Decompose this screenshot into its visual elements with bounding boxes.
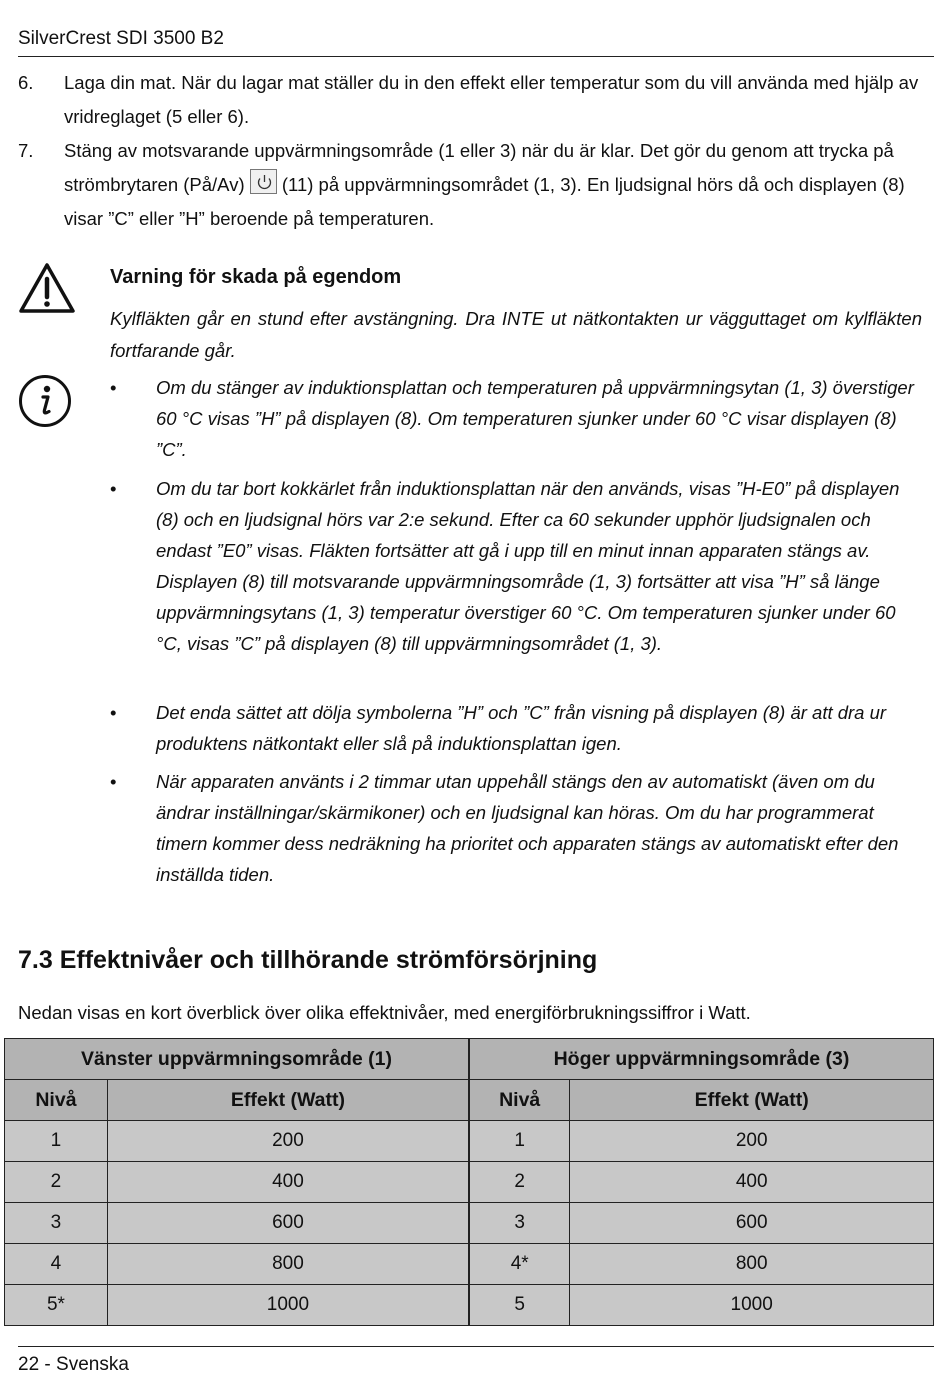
table-row [5,1121,934,1162]
step-text-part: (11) på uppvärmningsområdet (1, 3). En ljudsignal hörs då och displayen (8) visar ”C” eller ”H” beroende på temperaturen. [64,174,905,229]
step-text [64,134,928,236]
section-title: 7.3 Effektnivåer och tillhörande strömförsörjning [18,946,598,974]
warning-text: Kylfläkten går en stund efter avstängning. Dra INTE ut nätkontakten ur vägguttaget om kylfläkten fortfarande går. [110,308,922,361]
footer-rule [18,1346,934,1347]
right-power-cell: 600 [570,1203,934,1244]
col-header-power: Effekt (Watt) [570,1080,934,1121]
page-header: SilverCrest SDI 3500 B2 [18,28,224,49]
info-icon [18,374,72,428]
header-rule [18,56,934,57]
step-number: 7. [18,140,34,161]
info-bullet [110,372,925,465]
step-6 [18,66,928,134]
right-power-cell: 1000 [570,1285,934,1326]
info-bullet [110,473,925,659]
right-power-cell: 400 [570,1162,934,1203]
section-intro: Nedan visas en kort överblick över olika effektnivåer, med energiförbrukningssiffror i Watt. [18,1002,751,1023]
left-level-cell: 3 [5,1203,108,1244]
step-text: Laga din mat. När du lagar mat ställer du in den effekt eller temperatur som du vill använda med hjälp av vridreglaget (5 eller 6). [64,72,919,127]
table-row [5,1244,934,1285]
right-level-cell: 3 [469,1203,570,1244]
bullet-text: Det enda sättet att dölja symbolerna ”H” och ”C” från visning på displayen (8) är att dra ur produktens nätkontakt eller slå på induktionsplattan igen. [156,702,887,754]
right-zone-title: Höger uppvärmningsområde (3) [469,1039,934,1080]
left-power-cell: 200 [107,1121,469,1162]
left-level-cell: 1 [5,1121,108,1162]
table-header-row [5,1080,934,1121]
bullet-symbol: • [110,478,117,499]
table-row [5,1203,934,1244]
power-level-table [4,1038,934,1326]
right-level-cell: 2 [469,1162,570,1203]
page-footer: 22 - Svenska [18,1354,129,1375]
warning-title: Varning för skada på egendom [110,266,402,288]
table-title-row [5,1039,934,1080]
warning-triangle-icon [18,262,76,314]
left-level-cell: 4 [5,1244,108,1285]
info-bullet [110,697,925,759]
bullet-symbol: • [110,771,117,792]
bullet-text: Om du tar bort kokkärlet från induktionsplattan när den används, visas ”H-E0” på displayen (8) och en ljudsignal hörs var 2:e sekund. Efter ca 60 sekunder upphör ljudsignalen och endast ”E0” visas. Fläkten fortsätter att gå i upp till en minut innan apparaten stängs av. Displayen (8) till motsvarande uppvärmningsområde (1, 3) fortsätter att visa ”H” så länge uppvärmningsytans (1, 3) temperatur överstiger 60 °C. Om temperaturen sjunker under 60 °C, visas ”C” på displayen (8) till uppvärmningsområdet (1, 3). [156,478,900,654]
table-row [5,1162,934,1203]
left-power-cell: 1000 [107,1285,469,1326]
left-zone-title: Vänster uppvärmningsområde (1) [5,1039,469,1080]
col-header-level: Nivå [469,1080,570,1121]
left-power-cell: 400 [107,1162,469,1203]
right-level-cell: 5 [469,1285,570,1326]
left-level-cell: 2 [5,1162,108,1203]
power-icon [250,169,277,194]
right-level-cell: 1 [469,1121,570,1162]
col-header-level: Nivå [5,1080,108,1121]
bullet-text: Om du stänger av induktionsplattan och temperaturen på uppvärmningsytan (1, 3) överstiger 60 °C visas ”H” på displayen (8). Om temperaturen sjunker under 60 °C visar displayen (8) ”C”. [156,377,914,460]
left-level-cell: 5* [5,1285,108,1326]
col-header-power: Effekt (Watt) [107,1080,469,1121]
bullet-symbol: • [110,702,117,723]
bullet-symbol: • [110,377,117,398]
right-power-cell: 200 [570,1121,934,1162]
left-power-cell: 800 [107,1244,469,1285]
table-row [5,1285,934,1326]
info-bullet [110,766,925,890]
bullet-text: När apparaten använts i 2 timmar utan uppehåll stängs den av automatiskt (även om du ändrar inställningar/skärmikoner) och en ljudsignal kan höras. Om du har programmerat timern kommer dess nedräkning ha prioritet och apparaten stängs av automatiskt efter den inställda tiden. [156,771,899,885]
left-power-cell: 600 [107,1203,469,1244]
step-number: 6. [18,72,34,93]
right-level-cell: 4* [469,1244,570,1285]
step-7 [18,134,928,236]
right-power-cell: 800 [570,1244,934,1285]
step-text-part: Stäng av motsvarande uppvärmningsområde (1 eller 3) när du är klar. Det gör du genom att trycka på strömbrytaren (På/Av) [64,140,894,195]
